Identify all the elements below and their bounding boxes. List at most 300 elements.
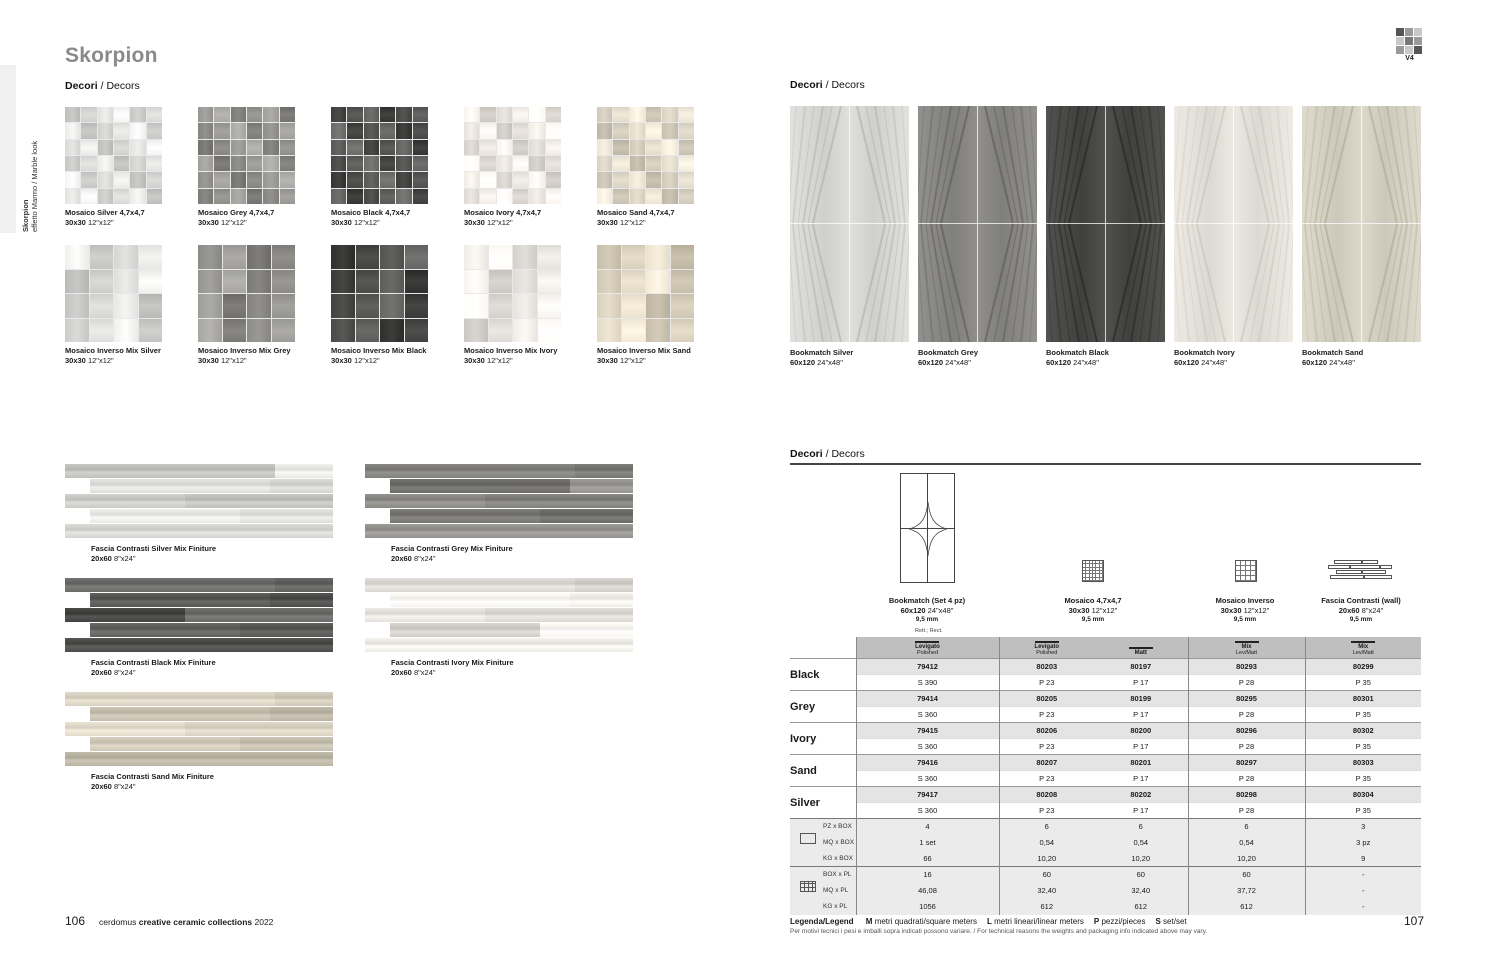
fascia-item [365, 578, 633, 677]
section-heading-rest: / Decors [822, 448, 865, 460]
pack-unit: S 360 [856, 739, 999, 755]
fascia-board [365, 464, 633, 538]
logistics-row [790, 819, 1421, 835]
fascia-board [65, 578, 333, 652]
product-size [464, 218, 513, 227]
mosaic-item [597, 107, 694, 245]
article-code: 79415 [856, 723, 999, 739]
fascia-pictogram [1328, 559, 1394, 581]
product-header [1185, 596, 1305, 625]
article-code: 79416 [856, 755, 999, 771]
logistics-row [790, 883, 1421, 899]
logistics-value: - [1305, 867, 1421, 883]
mosaic-item [65, 107, 162, 245]
footer-year: 2022 [252, 917, 274, 927]
fascia-board [65, 692, 333, 766]
article-code: 80304 [1305, 787, 1421, 803]
size-inch: 12"x12" [85, 217, 114, 227]
finish-label [915, 637, 940, 656]
pack-unit: P 35 [1305, 803, 1421, 819]
product-size [91, 782, 136, 791]
size-inch: 24"x48" [1199, 357, 1227, 367]
product-caption [1046, 348, 1165, 367]
product-size [198, 356, 247, 365]
logistics-value: 612 [999, 899, 1094, 915]
pack-unit: P 23 [999, 771, 1094, 787]
product-size [597, 218, 646, 227]
product-name: Fascia Contrasti Grey Mix Finiture [391, 544, 513, 553]
article-code: 80201 [1094, 755, 1188, 771]
finish-en: Polished [1036, 650, 1058, 656]
article-code: 80203 [999, 659, 1094, 675]
logistics-value: 6 [1094, 819, 1188, 835]
size-inch: 24"x48" [1071, 357, 1099, 367]
color-name: Grey [790, 691, 856, 723]
pack-unit: P 35 [1305, 707, 1421, 723]
star-pattern-icon [901, 474, 956, 584]
logistics-label-text: MQ x PL [823, 887, 849, 894]
article-code: 80206 [999, 723, 1094, 739]
size-metric: 30x30 [65, 217, 86, 227]
specification-table [790, 637, 1421, 915]
table-row-pack [790, 803, 1421, 819]
size-metric: 30x30 [198, 355, 219, 365]
size-metric: 60x120 [1302, 357, 1328, 367]
pack-unit: S 360 [856, 803, 999, 819]
product-size [597, 356, 646, 365]
logistics-value: 60 [1094, 867, 1188, 883]
article-code: 80199 [1094, 691, 1188, 707]
size-inch: 8"x24" [111, 667, 136, 677]
size-metric: 30x30 [464, 355, 485, 365]
mosaic-inverso-pictogram [1235, 560, 1257, 582]
product-caption [597, 346, 694, 365]
mosaic-item [464, 245, 561, 383]
mosaic-item [464, 107, 561, 245]
size-metric: 60x120 [900, 605, 926, 615]
product-header-name: Mosaico Inverso [1215, 596, 1275, 605]
product-size [391, 554, 436, 563]
logistics-value: 1056 [856, 899, 999, 915]
section-heading-bold: Decori [65, 80, 98, 92]
finish-label [1235, 637, 1259, 656]
size-metric: 60x120 [918, 357, 944, 367]
product-size [790, 358, 843, 367]
product-caption [65, 208, 162, 227]
fascia-board [65, 464, 333, 538]
side-label-subtitle: effetto Marmo / Marble look [30, 140, 39, 232]
finish-cell [1188, 637, 1305, 659]
product-size [391, 668, 436, 677]
legend-item [1094, 917, 1146, 926]
product-name: Mosaico Black 4,7x4,7 [331, 208, 411, 217]
product-name: Bookmatch Sand [1302, 348, 1364, 357]
product-size [65, 218, 114, 227]
finish-it: Matt [1134, 650, 1147, 656]
product-size [464, 356, 513, 365]
size-metric: 30x30 [464, 217, 485, 227]
product-caption [365, 544, 633, 563]
logo-cells [1396, 28, 1423, 54]
legend [790, 917, 1187, 926]
finish-it: Levigato [1034, 644, 1060, 650]
mosaic-item [198, 245, 295, 383]
logistics-row [790, 851, 1421, 867]
mosaic-swatch [198, 245, 295, 342]
mosaic-item [65, 245, 162, 383]
product-caption [198, 208, 295, 227]
article-code: 80197 [1094, 659, 1188, 675]
legend-text: pezzi/pieces [1099, 917, 1146, 926]
logistics-label-text: KG x BOX [823, 854, 853, 862]
size-metric: 60x120 [1046, 357, 1072, 367]
legend-item [1155, 917, 1186, 926]
article-code: 80205 [999, 691, 1094, 707]
product-name: Bookmatch Silver [790, 348, 854, 357]
size-metric: 30x30 [1220, 605, 1242, 615]
product-name: Mosaico Inverso Mix Black [331, 346, 427, 355]
pack-unit: P 28 [1188, 675, 1305, 691]
color-name: Sand [790, 755, 856, 787]
bookmatch-item [1046, 106, 1165, 367]
mosaic-swatch [597, 245, 694, 342]
legend-key: L [986, 917, 992, 926]
size-inch: 12"x12" [85, 355, 114, 365]
size-metric: 30x30 [198, 217, 219, 227]
pack-unit: P 28 [1188, 771, 1305, 787]
logistics-value: 3 pz [1305, 835, 1421, 851]
mosaic-swatch [464, 107, 561, 204]
article-code: 80301 [1305, 691, 1421, 707]
logistics-value: 612 [1094, 899, 1188, 915]
product-caption [198, 346, 295, 365]
article-code: 80298 [1188, 787, 1305, 803]
product-size [65, 356, 114, 365]
size-metric: 30x30 [65, 355, 86, 365]
pack-unit: S 390 [856, 675, 999, 691]
article-code: 80293 [1188, 659, 1305, 675]
article-code: 79412 [856, 659, 999, 675]
fascia-item [65, 578, 333, 677]
article-code: 80299 [1305, 659, 1421, 675]
size-inch: 12"x12" [484, 217, 513, 227]
box-icon [800, 833, 816, 844]
logistics-value: 37,72 [1188, 883, 1305, 899]
product-thickness: 9,5 mm [1349, 616, 1373, 623]
pack-unit: P 23 [999, 803, 1094, 819]
product-name: Mosaico Silver 4,7x4,7 [65, 208, 145, 217]
product-name: Fascia Contrasti Sand Mix Finiture [91, 772, 214, 781]
finish-en: Lev/Matt [1352, 650, 1374, 656]
logistics-value: 4 [856, 819, 999, 835]
size-inch: 8"x24" [111, 553, 136, 563]
product-name: Mosaico Inverso Mix Ivory [464, 346, 558, 355]
rectified-note: Rett.; Rect. [915, 628, 943, 634]
bookmatch-panel [918, 106, 1037, 342]
article-code: 79414 [856, 691, 999, 707]
product-header [867, 596, 987, 625]
finish-icon [1351, 637, 1375, 643]
fascia-item [365, 464, 633, 563]
product-name: Fascia Contrasti Ivory Mix Finiture [391, 658, 514, 667]
size-metric: 30x30 [331, 217, 352, 227]
mosaic-grid [65, 107, 705, 383]
mosaic-swatch [65, 245, 162, 342]
section-heading-rest: / Decors [97, 80, 140, 92]
finish-label [1129, 643, 1153, 656]
page-number-left: 106 [65, 914, 86, 928]
bookmatch-pictogram [900, 473, 955, 583]
logistics-value: 32,40 [999, 883, 1094, 899]
product-caption [1302, 348, 1421, 367]
size-metric: 20x60 [391, 553, 412, 563]
logistics-value: 60 [999, 867, 1094, 883]
size-inch: 24"x48" [925, 605, 954, 615]
mosaic-swatch [597, 107, 694, 204]
side-strip [0, 65, 16, 233]
pack-unit: P 35 [1305, 675, 1421, 691]
logistics-value: 0,54 [1188, 835, 1305, 851]
table-row-pack [790, 675, 1421, 691]
product-caption [65, 544, 333, 563]
product-header [1033, 596, 1153, 625]
article-code: 80207 [999, 755, 1094, 771]
finish-corner [790, 637, 856, 659]
legend-key: P [1093, 917, 1100, 926]
color-name: Ivory [790, 723, 856, 755]
product-header-name: Bookmatch (Set 4 pz) [888, 596, 966, 605]
fascia-board [365, 578, 633, 652]
footer-collection: creative ceramic collections [138, 917, 253, 927]
size-inch: 8"x24" [411, 553, 436, 563]
finish-icon [1129, 643, 1153, 649]
size-metric: 30x30 [1068, 605, 1090, 615]
product-caption [918, 348, 1037, 367]
size-inch: 12"x12" [1241, 605, 1270, 615]
pack-unit: P 23 [999, 675, 1094, 691]
logistics-label-text: MQ x BOX [823, 839, 855, 846]
product-size [91, 668, 136, 677]
logistics-value: 16 [856, 867, 999, 883]
logistics-value: 32,40 [1094, 883, 1188, 899]
table-row-codes [790, 723, 1421, 739]
pack-unit: P 17 [1094, 771, 1188, 787]
finish-it: Levigato [915, 644, 940, 650]
legend-text: metri lineari/linear meters [991, 917, 1084, 926]
section-rule [790, 463, 1421, 465]
mosaic-swatch [331, 245, 428, 342]
table-row-pack [790, 771, 1421, 787]
section-heading-bold: Decori [790, 79, 823, 91]
article-code: 80200 [1094, 723, 1188, 739]
bookmatch-item [1174, 106, 1293, 367]
logistics-label [790, 835, 856, 851]
table-row-codes [790, 659, 1421, 675]
product-name: Mosaico Inverso Mix Silver [65, 346, 161, 355]
product-caption [790, 348, 909, 367]
logistics-value: 46,08 [856, 883, 999, 899]
pack-unit: P 17 [1094, 739, 1188, 755]
product-thickness: 9,5 mm [1233, 616, 1257, 623]
legend-item [866, 917, 977, 926]
pallet-icon [800, 881, 816, 892]
logo-tag: V4 [1405, 55, 1414, 62]
product-header-size [1339, 606, 1384, 615]
bookmatch-panel [1046, 106, 1165, 342]
product-caption [464, 208, 561, 227]
product-thickness: 9,5 mm [1081, 616, 1105, 623]
size-inch: 12"x12" [351, 217, 380, 227]
legend-item [987, 917, 1084, 926]
product-caption [65, 658, 333, 677]
pack-unit: S 360 [856, 707, 999, 723]
pack-unit: P 35 [1305, 771, 1421, 787]
logistics-value: 9 [1305, 851, 1421, 867]
pack-unit: S 360 [856, 771, 999, 787]
table-row-codes [790, 691, 1421, 707]
size-metric: 20x60 [91, 781, 112, 791]
logistics-label-text: PZ x BOX [823, 823, 852, 831]
pack-unit: P 17 [1094, 803, 1188, 819]
product-caption [1174, 348, 1293, 367]
bookmatch-item [790, 106, 909, 367]
section-heading-rest: / Decors [822, 79, 865, 91]
finish-cell [999, 637, 1094, 659]
finish-icon [1235, 637, 1259, 643]
product-header-name: Fascia Contrasti (wall) [1321, 596, 1401, 605]
logistics-row [790, 835, 1421, 851]
color-name: Silver [790, 787, 856, 819]
finish-it: Mix [1358, 644, 1369, 650]
logistics-value: 0,54 [999, 835, 1094, 851]
product-size [91, 554, 136, 563]
product-size [331, 218, 380, 227]
article-code: 80302 [1305, 723, 1421, 739]
product-header-size [1221, 606, 1270, 615]
product-name: Mosaico Grey 4,7x4,7 [198, 208, 275, 217]
mosaic-item [331, 107, 428, 245]
size-metric: 30x30 [597, 217, 618, 227]
size-metric: 20x60 [91, 667, 112, 677]
mosaic-item [597, 245, 694, 383]
product-name: Mosaico Sand 4,7x4,7 [597, 208, 675, 217]
section-heading-left [65, 80, 140, 92]
logistics-value: 3 [1305, 819, 1421, 835]
logistics-row [790, 899, 1421, 915]
size-inch: 8"x24" [111, 781, 136, 791]
product-name: Bookmatch Black [1046, 348, 1109, 357]
side-label [21, 141, 39, 232]
article-code: 80297 [1188, 755, 1305, 771]
mosaic-item [331, 245, 428, 383]
pack-unit: P 35 [1305, 739, 1421, 755]
product-header-size [1069, 606, 1118, 615]
finish-cell [1305, 637, 1421, 659]
fascia-item [65, 464, 333, 563]
article-code: 79417 [856, 787, 999, 803]
pack-unit: P 23 [999, 739, 1094, 755]
size-inch: 12"x12" [218, 355, 247, 365]
product-caption [331, 346, 428, 365]
article-code: 80303 [1305, 755, 1421, 771]
collection-logo [1396, 28, 1423, 62]
legend-key: M [865, 917, 873, 926]
logistics-label-text: BOX x PL [823, 871, 852, 879]
mosaic-pictogram [1082, 560, 1104, 582]
mosaic-swatch [65, 107, 162, 204]
table-row-codes [790, 755, 1421, 771]
table-row-pack [790, 707, 1421, 723]
size-inch: 12"x12" [617, 217, 646, 227]
legend-text: set/set [1160, 917, 1187, 926]
pack-unit: P 17 [1094, 707, 1188, 723]
logistics-label-text: KG x PL [823, 903, 848, 910]
size-metric: 60x120 [1174, 357, 1200, 367]
logistics-value: 10,20 [1094, 851, 1188, 867]
logistics-value: 10,20 [1188, 851, 1305, 867]
size-metric: 60x120 [790, 357, 816, 367]
table-row-pack [790, 739, 1421, 755]
product-header [1301, 596, 1421, 625]
product-name: Fascia Contrasti Black Mix Finiture [91, 658, 216, 667]
product-caption [331, 208, 428, 227]
bookmatch-item [918, 106, 1037, 367]
bookmatch-panel [1174, 106, 1293, 342]
section-heading-bold: Decori [790, 448, 823, 460]
product-size [1046, 358, 1099, 367]
product-name: Mosaico Inverso Mix Sand [597, 346, 691, 355]
pack-unit: P 23 [999, 707, 1094, 723]
logistics-value: - [1305, 883, 1421, 899]
article-code: 80296 [1188, 723, 1305, 739]
bookmatch-row [790, 106, 1421, 367]
finish-label [1351, 637, 1375, 656]
size-inch: 24"x48" [1327, 357, 1355, 367]
bookmatch-panel [790, 106, 909, 342]
product-caption [464, 346, 561, 365]
size-inch: 8"x24" [411, 667, 436, 677]
pack-unit: P 28 [1188, 803, 1305, 819]
pack-unit: P 17 [1094, 675, 1188, 691]
size-inch: 12"x12" [484, 355, 513, 365]
finish-it: Mix [1241, 644, 1252, 650]
section-heading-right-top [790, 79, 865, 91]
size-metric: 30x30 [331, 355, 352, 365]
product-caption [597, 208, 694, 227]
logistics-value: 6 [1188, 819, 1305, 835]
finish-cell [1094, 637, 1188, 659]
bookmatch-item [1302, 106, 1421, 367]
logistics-label [790, 899, 856, 915]
page-title: Skorpion [65, 44, 158, 67]
article-code: 80208 [999, 787, 1094, 803]
finish-row [790, 637, 1421, 659]
product-name: Fascia Contrasti Silver Mix Finiture [91, 544, 217, 553]
product-caption [365, 658, 633, 677]
mosaic-swatch [331, 107, 428, 204]
product-header-size [901, 606, 954, 615]
product-size [1174, 358, 1227, 367]
product-name: Bookmatch Ivory [1174, 348, 1235, 357]
logistics-value: - [1305, 899, 1421, 915]
mosaic-swatch [198, 107, 295, 204]
finish-icon [915, 637, 939, 643]
finish-cell [856, 637, 999, 659]
finish-icon [1035, 637, 1059, 643]
logistics-label [790, 883, 856, 899]
logistics-value: 66 [856, 851, 999, 867]
mosaic-swatch [464, 245, 561, 342]
